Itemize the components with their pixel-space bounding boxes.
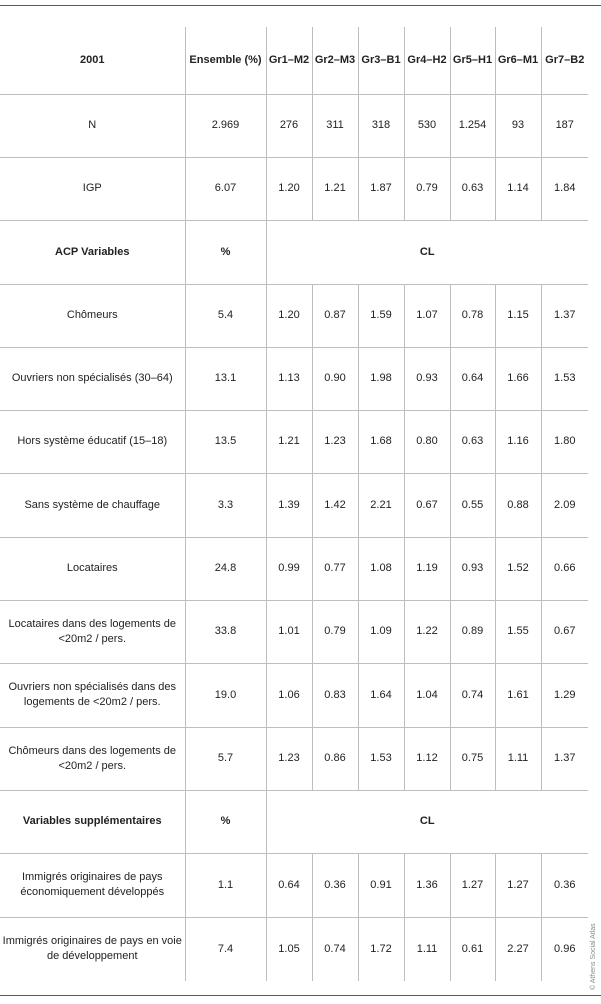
ensemble-cell: 13.5	[185, 410, 266, 473]
value-cell: 0.89	[450, 600, 495, 663]
value-cell: 1.23	[266, 727, 312, 790]
ensemble-cell: 13.1	[185, 347, 266, 410]
data-row	[0, 727, 588, 790]
value-cell: 2.21	[358, 473, 404, 537]
value-cell: 1.21	[312, 157, 358, 220]
row-label: Immigrés originaires de pays économiquement développés	[0, 853, 185, 917]
value-cell: 0.79	[404, 157, 450, 220]
value-cell: 1.254	[450, 94, 495, 157]
value-cell: 311	[312, 94, 358, 157]
data-row	[0, 473, 588, 537]
data-row	[0, 853, 588, 917]
value-cell: 1.72	[358, 917, 404, 981]
value-cell: 1.07	[404, 284, 450, 347]
value-cell: 1.53	[541, 347, 588, 410]
value-cell: 1.37	[541, 727, 588, 790]
value-cell: 0.99	[266, 537, 312, 600]
igp-row	[0, 157, 588, 220]
value-cell: 93	[495, 94, 541, 157]
value-cell: 318	[358, 94, 404, 157]
value-cell: 0.67	[541, 600, 588, 663]
row-label: Chômeurs dans des logements de <20m2 / pers.	[0, 727, 185, 790]
value-cell: 2.09	[541, 473, 588, 537]
value-cell: 1.29	[541, 663, 588, 727]
value-cell: 1.01	[266, 600, 312, 663]
year-header: 2001	[0, 27, 185, 94]
bottom-rule	[0, 995, 601, 996]
ensemble-cell: 6.07	[185, 157, 266, 220]
group-header: Gr7–B2	[541, 27, 588, 94]
value-cell: 0.74	[450, 663, 495, 727]
data-row	[0, 284, 588, 347]
row-label: IGP	[0, 157, 185, 220]
value-cell: 0.91	[358, 853, 404, 917]
value-cell: 1.21	[266, 410, 312, 473]
data-row	[0, 600, 588, 663]
value-cell: 1.23	[312, 410, 358, 473]
value-cell: 1.27	[450, 853, 495, 917]
ensemble-cell: 33.8	[185, 600, 266, 663]
value-cell: 1.59	[358, 284, 404, 347]
group-header: Gr5–H1	[450, 27, 495, 94]
value-cell: 187	[541, 94, 588, 157]
value-cell: 0.61	[450, 917, 495, 981]
row-label: Ouvriers non spécialisés (30–64)	[0, 347, 185, 410]
value-cell: 0.66	[541, 537, 588, 600]
value-cell: 1.15	[495, 284, 541, 347]
data-row	[0, 347, 588, 410]
value-cell: 0.88	[495, 473, 541, 537]
section-cl: CL	[266, 220, 588, 284]
value-cell: 0.55	[450, 473, 495, 537]
value-cell: 2.27	[495, 917, 541, 981]
statistics-table	[0, 27, 588, 981]
value-cell: 1.42	[312, 473, 358, 537]
row-label: N	[0, 94, 185, 157]
value-cell: 0.63	[450, 410, 495, 473]
value-cell: 1.19	[404, 537, 450, 600]
value-cell: 1.39	[266, 473, 312, 537]
value-cell: 0.64	[266, 853, 312, 917]
value-cell: 1.20	[266, 157, 312, 220]
value-cell: 0.80	[404, 410, 450, 473]
value-cell: 1.09	[358, 600, 404, 663]
value-cell: 0.78	[450, 284, 495, 347]
group-header: Gr6–M1	[495, 27, 541, 94]
value-cell: 0.93	[450, 537, 495, 600]
value-cell: 1.98	[358, 347, 404, 410]
row-label: Sans système de chauffage	[0, 473, 185, 537]
value-cell: 1.80	[541, 410, 588, 473]
value-cell: 1.84	[541, 157, 588, 220]
top-rule	[0, 5, 601, 6]
ensemble-cell: 24.8	[185, 537, 266, 600]
value-cell: 1.11	[495, 727, 541, 790]
section-cl: CL	[266, 790, 588, 853]
group-header: Gr1–M2	[266, 27, 312, 94]
value-cell: 1.64	[358, 663, 404, 727]
row-label: Locataires dans des logements de <20m2 / pers.	[0, 600, 185, 663]
value-cell: 0.90	[312, 347, 358, 410]
data-row	[0, 917, 588, 981]
ensemble-cell: 5.7	[185, 727, 266, 790]
row-label: Locataires	[0, 537, 185, 600]
ensemble-cell: 1.1	[185, 853, 266, 917]
value-cell: 1.08	[358, 537, 404, 600]
value-cell: 0.87	[312, 284, 358, 347]
acp-section-row	[0, 220, 588, 284]
ensemble-cell: 3.3	[185, 473, 266, 537]
row-label: Hors système éducatif (15–18)	[0, 410, 185, 473]
value-cell: 1.11	[404, 917, 450, 981]
ensemble-cell: 5.4	[185, 284, 266, 347]
value-cell: 0.83	[312, 663, 358, 727]
value-cell: 0.93	[404, 347, 450, 410]
value-cell: 1.61	[495, 663, 541, 727]
value-cell: 1.68	[358, 410, 404, 473]
value-cell: 1.16	[495, 410, 541, 473]
value-cell: 1.53	[358, 727, 404, 790]
value-cell: 1.37	[541, 284, 588, 347]
value-cell: 1.55	[495, 600, 541, 663]
data-row	[0, 410, 588, 473]
value-cell: 1.22	[404, 600, 450, 663]
value-cell: 1.36	[404, 853, 450, 917]
sup-section-row	[0, 790, 588, 853]
data-row	[0, 663, 588, 727]
row-label: Chômeurs	[0, 284, 185, 347]
section-label: ACP Variables	[0, 220, 185, 284]
section-pct: %	[185, 220, 266, 284]
group-header: Gr2–M3	[312, 27, 358, 94]
ensemble-cell: 19.0	[185, 663, 266, 727]
ensemble-cell: 7.4	[185, 917, 266, 981]
group-header: Gr3–B1	[358, 27, 404, 94]
value-cell: 0.67	[404, 473, 450, 537]
ensemble-header: Ensemble (%)	[185, 27, 266, 94]
header-row	[0, 27, 588, 94]
row-label: Ouvriers non spécialisés dans des logements de <20m2 / pers.	[0, 663, 185, 727]
value-cell: 276	[266, 94, 312, 157]
value-cell: 0.96	[541, 917, 588, 981]
value-cell: 1.06	[266, 663, 312, 727]
value-cell: 0.64	[450, 347, 495, 410]
value-cell: 0.79	[312, 600, 358, 663]
value-cell: 530	[404, 94, 450, 157]
copyright-watermark: © Athens Social Atlas	[590, 923, 597, 990]
value-cell: 0.74	[312, 917, 358, 981]
value-cell: 0.77	[312, 537, 358, 600]
value-cell: 1.14	[495, 157, 541, 220]
n-row	[0, 94, 588, 157]
value-cell: 1.05	[266, 917, 312, 981]
value-cell: 0.63	[450, 157, 495, 220]
ensemble-cell: 2.969	[185, 94, 266, 157]
value-cell: 0.36	[312, 853, 358, 917]
value-cell: 0.75	[450, 727, 495, 790]
section-label: Variables supplémentaires	[0, 790, 185, 853]
value-cell: 1.13	[266, 347, 312, 410]
value-cell: 0.36	[541, 853, 588, 917]
section-pct: %	[185, 790, 266, 853]
row-label: Immigrés originaires de pays en voie de développement	[2, 935, 182, 963]
value-cell: 1.27	[495, 853, 541, 917]
group-header: Gr4–H2	[404, 27, 450, 94]
value-cell: 0.86	[312, 727, 358, 790]
value-cell: 1.87	[358, 157, 404, 220]
value-cell: 1.66	[495, 347, 541, 410]
data-row	[0, 537, 588, 600]
value-cell: 1.20	[266, 284, 312, 347]
value-cell: 1.52	[495, 537, 541, 600]
value-cell: 1.12	[404, 727, 450, 790]
value-cell: 1.04	[404, 663, 450, 727]
